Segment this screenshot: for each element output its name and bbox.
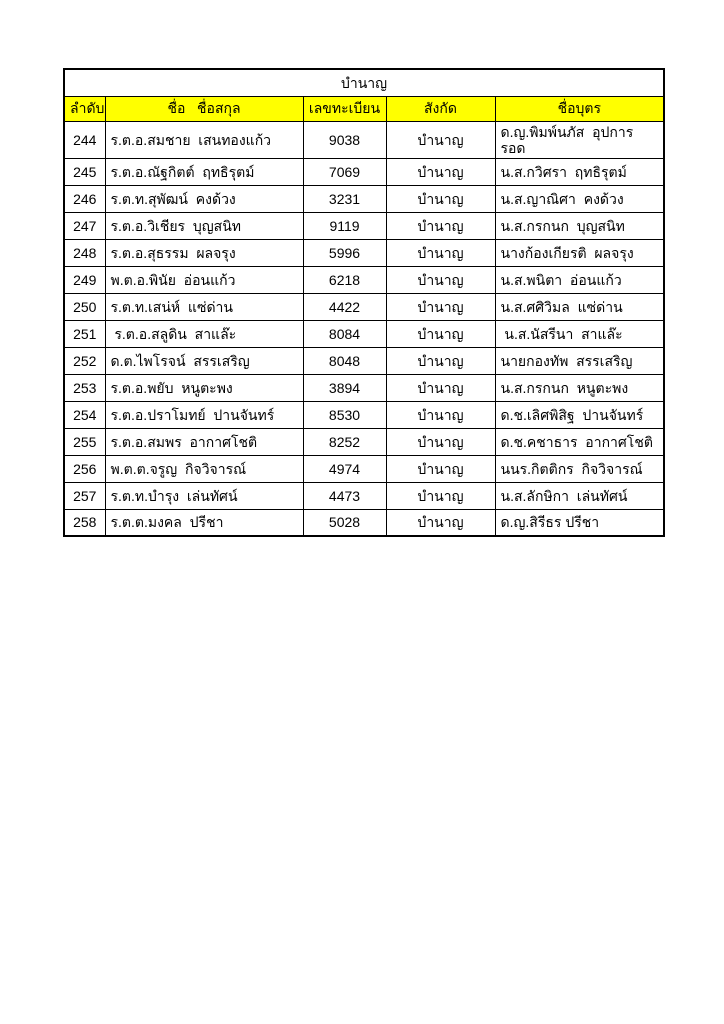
child-name-cell: ด.ญ.พิมพ์นภัส อุปการรอด [495, 121, 664, 158]
child-name-cell: น.ส.ศศิวิมล แซ่ด่าน [495, 293, 664, 320]
row-index-cell: 253 [64, 374, 105, 401]
child-name-cell: น.ส.กวิศรา ฤทธิรุตม์ [495, 158, 664, 185]
row-index-cell: 246 [64, 185, 105, 212]
member-name-cell: ร.ต.ท.สุพัฒน์ คงด้วง [105, 185, 303, 212]
table-row [64, 347, 664, 374]
table-row [64, 266, 664, 293]
child-name-cell: น.ส.ญาณิศา คงด้วง [495, 185, 664, 212]
member-name-cell: พ.ต.อ.พินัย อ่อนแก้ว [105, 266, 303, 293]
child-name-cell: น.ส.นัสรีนา สาแล๊ะ [495, 320, 664, 347]
affiliation-cell: บำนาญ [386, 455, 495, 482]
member-name-cell: ร.ต.ต.มงคล ปรีชา [105, 509, 303, 536]
child-name-cell: นายกองทัพ สรรเสริญ [495, 347, 664, 374]
table-title: บำนาญ [64, 69, 664, 96]
child-name-cell: ด.ช.เลิศพิสิฐ ปานจันทร์ [495, 401, 664, 428]
table-row [64, 374, 664, 401]
row-index-cell: 252 [64, 347, 105, 374]
child-name-cell: นนร.กิตติกร กิจวิจารณ์ [495, 455, 664, 482]
registration-no-cell: 9038 [303, 121, 386, 158]
registration-no-cell: 8048 [303, 347, 386, 374]
row-index-cell: 254 [64, 401, 105, 428]
registration-no-cell: 3231 [303, 185, 386, 212]
row-index-cell: 247 [64, 212, 105, 239]
table-row [64, 293, 664, 320]
affiliation-cell: บำนาญ [386, 293, 495, 320]
registration-no-cell: 5028 [303, 509, 386, 536]
child-name-cell: น.ส.ลักษิกา เล่นทัศน์ [495, 482, 664, 509]
registration-no-cell: 5996 [303, 239, 386, 266]
affiliation-cell: บำนาญ [386, 121, 495, 158]
table-title-row [64, 69, 664, 96]
pension-table-body [64, 69, 664, 536]
registration-no-cell: 4473 [303, 482, 386, 509]
registration-no-cell: 7069 [303, 158, 386, 185]
column-header-registration: เลขทะเบียน [303, 96, 386, 121]
row-index-cell: 245 [64, 158, 105, 185]
registration-no-cell: 6218 [303, 266, 386, 293]
affiliation-cell: บำนาญ [386, 320, 495, 347]
registration-no-cell: 4974 [303, 455, 386, 482]
row-index-cell: 249 [64, 266, 105, 293]
affiliation-cell: บำนาญ [386, 266, 495, 293]
registration-no-cell: 9119 [303, 212, 386, 239]
affiliation-cell: บำนาญ [386, 374, 495, 401]
child-name-cell: น.ส.กรกนก บุญสนิท [495, 212, 664, 239]
row-index-cell: 256 [64, 455, 105, 482]
affiliation-cell: บำนาญ [386, 482, 495, 509]
child-name-cell: น.ส.กรกนก หนูตะพง [495, 374, 664, 401]
registration-no-cell: 8084 [303, 320, 386, 347]
row-index-cell: 251 [64, 320, 105, 347]
row-index-cell: 248 [64, 239, 105, 266]
row-index-cell: 257 [64, 482, 105, 509]
column-header-name: ชื่อ ชื่อสกุล [105, 96, 303, 121]
child-name-cell: ด.ช.คชาธาร อากาศโชติ [495, 428, 664, 455]
affiliation-cell: บำนาญ [386, 428, 495, 455]
member-name-cell: ร.ต.อ.ณัฐกิตต์ ฤทธิรุตม์ [105, 158, 303, 185]
column-header-affiliation: สังกัด [386, 96, 495, 121]
affiliation-cell: บำนาญ [386, 347, 495, 374]
child-name-cell: ด.ญ.สิรีธร ปรีชา [495, 509, 664, 536]
table-row [64, 212, 664, 239]
table-row [64, 239, 664, 266]
member-name-cell: ร.ต.อ.วิเชียร บุญสนิท [105, 212, 303, 239]
column-header-child-name: ชื่อบุตร [495, 96, 664, 121]
row-index-cell: 250 [64, 293, 105, 320]
member-name-cell: ร.ต.อ.สมชาย เสนทองแก้ว [105, 121, 303, 158]
member-name-cell: ร.ต.อ.พยับ หนูตะพง [105, 374, 303, 401]
member-name-cell: ร.ต.ท.บำรุง เล่นทัศน์ [105, 482, 303, 509]
table-row [64, 121, 664, 158]
affiliation-cell: บำนาญ [386, 158, 495, 185]
row-index-cell: 244 [64, 121, 105, 158]
child-name-cell: น.ส.พนิตา อ่อนแก้ว [495, 266, 664, 293]
member-name-cell: พ.ต.ต.จรูญ กิจวิจารณ์ [105, 455, 303, 482]
table-row [64, 455, 664, 482]
member-name-cell: ร.ต.อ.สุธรรม ผลจรุง [105, 239, 303, 266]
member-name-cell: ร.ต.อ.สมพร อากาศโชติ [105, 428, 303, 455]
pension-table [63, 68, 665, 537]
table-row [64, 509, 664, 536]
affiliation-cell: บำนาญ [386, 212, 495, 239]
registration-no-cell: 8252 [303, 428, 386, 455]
table-row [64, 428, 664, 455]
member-name-cell: ร.ต.ท.เสน่ห์ แซ่ด่าน [105, 293, 303, 320]
column-header-index: ลำดับ [64, 96, 105, 121]
registration-no-cell: 4422 [303, 293, 386, 320]
affiliation-cell: บำนาญ [386, 185, 495, 212]
member-name-cell: ร.ต.อ.สลูดิน สาแล๊ะ [105, 320, 303, 347]
affiliation-cell: บำนาญ [386, 401, 495, 428]
affiliation-cell: บำนาญ [386, 239, 495, 266]
table-row [64, 158, 664, 185]
table-row [64, 482, 664, 509]
table-header-row [64, 96, 664, 121]
affiliation-cell: บำนาญ [386, 509, 495, 536]
row-index-cell: 258 [64, 509, 105, 536]
table-row [64, 185, 664, 212]
table-row [64, 320, 664, 347]
table-row [64, 401, 664, 428]
row-index-cell: 255 [64, 428, 105, 455]
child-name-cell: นางก้องเกียรติ ผลจรุง [495, 239, 664, 266]
member-name-cell: ด.ต.ไพโรจน์ สรรเสริญ [105, 347, 303, 374]
registration-no-cell: 3894 [303, 374, 386, 401]
registration-no-cell: 8530 [303, 401, 386, 428]
member-name-cell: ร.ต.อ.ปราโมทย์ ปานจันทร์ [105, 401, 303, 428]
